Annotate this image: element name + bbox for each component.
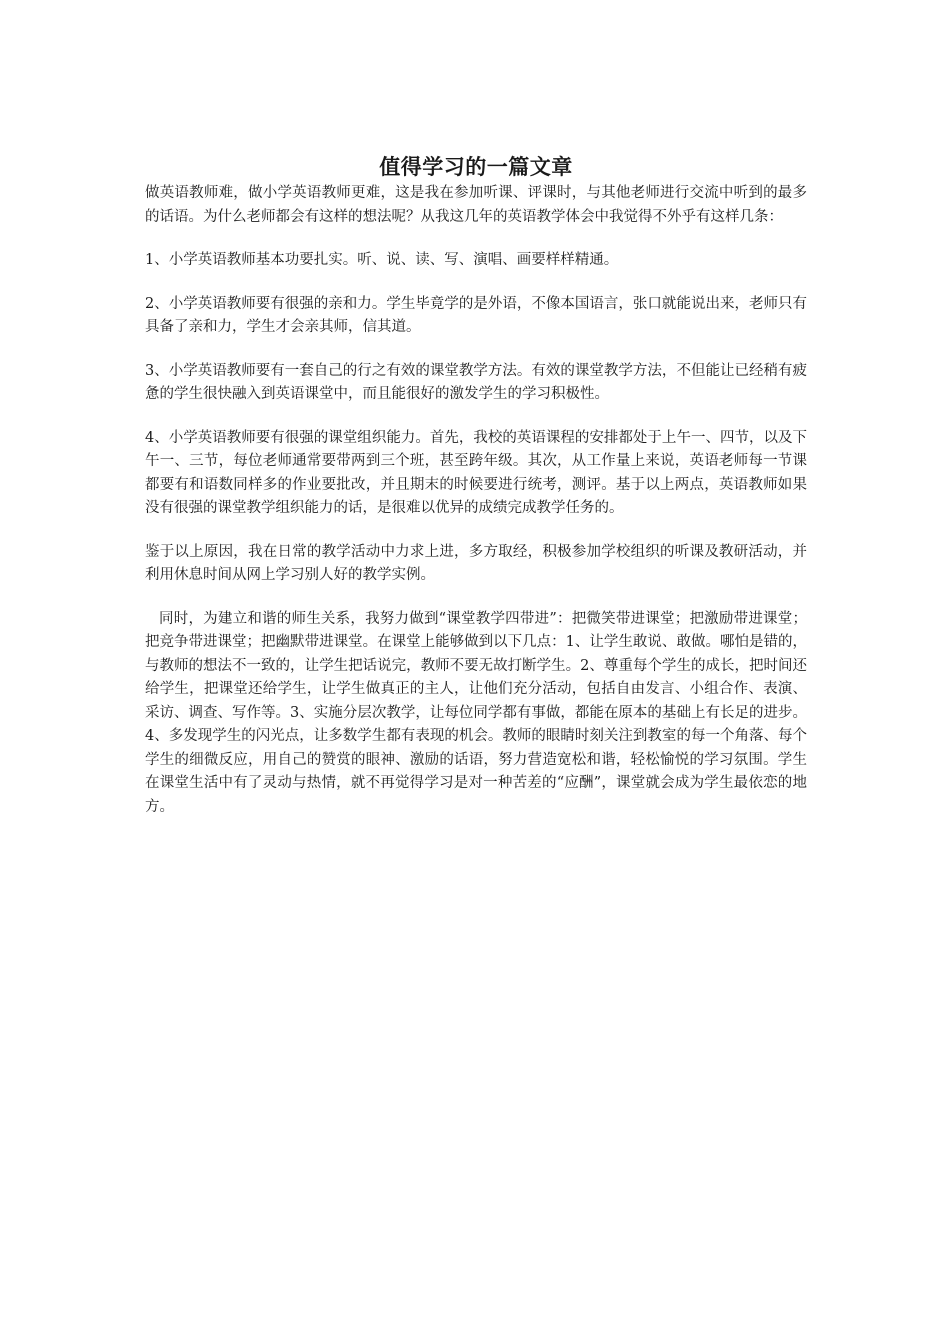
article-title: 值得学习的一篇文章 xyxy=(379,154,573,179)
article-body xyxy=(145,152,807,839)
paragraph-point-2: 2、小学英语教师要有很强的亲和力。学生毕竟学的是外语，不像本国语言，张口就能说出来，老师只有具备了亲和力，学生才会亲其师，信其道。 xyxy=(145,295,807,335)
paragraph-point-1: 1、小学英语教师基本功要扎实。听、说、读、写、演唱、画要样样精通。 xyxy=(145,252,619,268)
paragraph-point-3: 3、小学英语教师要有一套自己的行之有效的课堂教学方法。有效的课堂教学方法，不但能让已经稍有疲惫的学生很快融入到英语课堂中，而且能很好的激发学生的学习积极性。 xyxy=(145,362,807,402)
paragraph-intro: 做英语教师难，做小学英语教师更难，这是我在参加听课、评课时，与其他老师进行交流中听到的最多的话语。为什么老师都会有这样的想法呢？从我这几年的英语教学体会中我觉得不外乎有这样几条： xyxy=(145,185,807,225)
paragraph-reasons: 鉴于以上原因，我在日常的教学活动中力求上进，多方取经，积极参加学校组织的听课及教研活动，并利用休息时间从网上学习别人好的教学实例。 xyxy=(145,543,807,583)
paragraph-point-4: 4、小学英语教师要有很强的课堂组织能力。首先，我校的英语课程的安排都处于上午一、四节，以及下午一、三节，每位老师通常要带两到三个班，甚至跨年级。其次，从工作量上来说，英语老师每一节课都要有和语数同样多的作业要批改，并且期末的时候要进行统考，测评。基于以上两点，英语教师如果没有很强的课堂教学组织能力的话，是很难以优异的成绩完成教学任务的。 xyxy=(145,429,807,516)
paragraph-classroom-practice: 同时，为建立和谐的师生关系，我努力做到“课堂教学四带进”：把微笑带进课堂；把激励带进课堂；把竞争带进课堂；把幽默带进课堂。在课堂上能够做到以下几点：1、让学生敢说、敢做。哪怕是错的，与教师的想法不一致的，让学生把话说完，教师不要无故打断学生。2、尊重每个学生的成长，把时间还给学生，把课堂还给学生，让学生做真正的主人，让他们充分活动，包括自由发言、小组合作、表演、采访、调查、写作等。3、实施分层次教学，让每位同学都有事做，都能在原本的基础上有长足的进步。4、多发现学生的闪光点，让多数学生都有表现的机会。教师的眼睛时刻关注到教室的每一个角落、每个学生的细微反应，用自己的赞赏的眼神、激励的话语，努力营造宽松和谐，轻松愉悦的学习氛围。学生在课堂生活中有了灵动与热情，就不再觉得学习是对一种苦差的“应酬”，课堂就会成为学生最依恋的地方。 xyxy=(145,610,807,815)
